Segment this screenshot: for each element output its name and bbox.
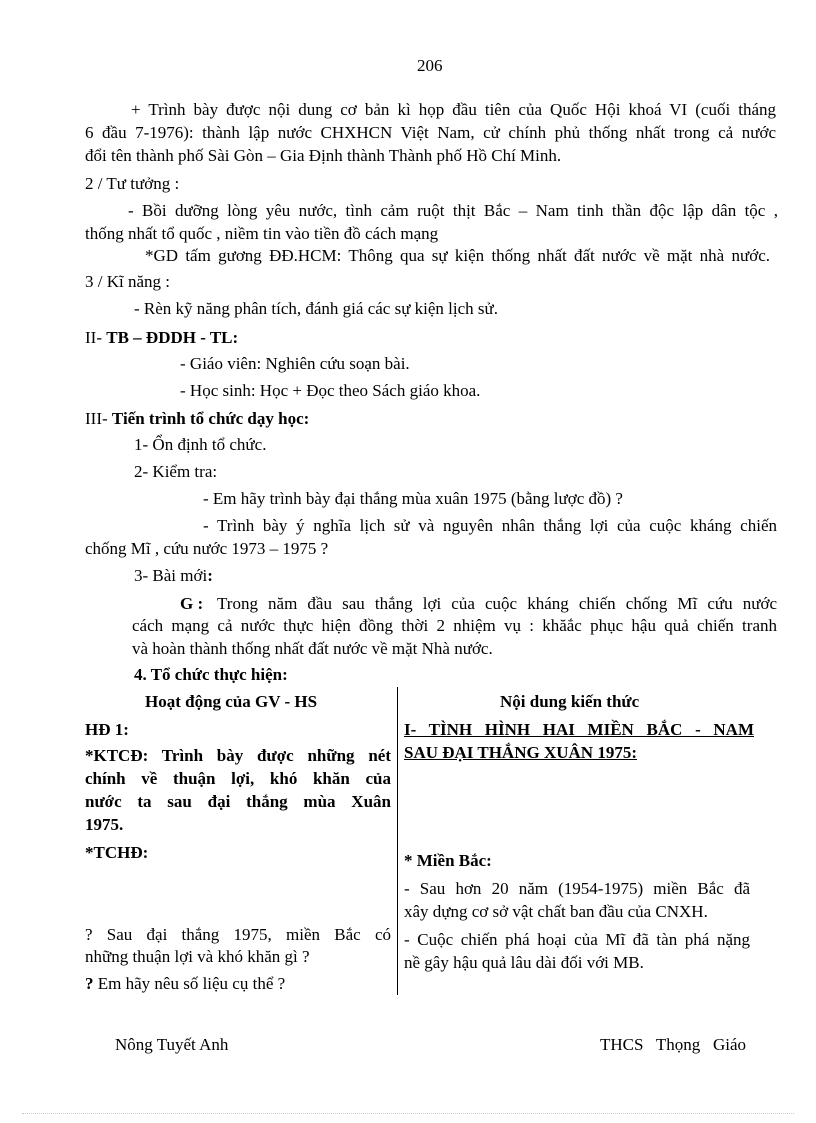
mien-bac-heading: * Miền Bắc: (404, 851, 492, 870)
question-2-mark: ? (85, 974, 94, 993)
bai-moi-line-2: cách mạng cả nước thực hiện đồng thời 2 nhiệm vụ : khăắc phục hậu quả chiến tranh (132, 616, 777, 635)
table-divider (397, 687, 398, 995)
tu-tuong-heading: 2 / Tư tưởng : (85, 174, 180, 193)
section-3-title: Tiến trình tổ chức dạy học: (111, 409, 310, 428)
ktcd-line-2: chính về thuận lợi, khó khăn của (85, 769, 391, 788)
table-header-left: Hoạt động của GV - HS (145, 692, 318, 711)
intro-line-2: 6 đầu 7-1976): thành lập nước CHXHCN Việt Nam, cử chính phủ thống nhất trong cả nước (85, 123, 776, 142)
bai-moi-g-line-1: Trong năm đầu sau thắng lợi của cuộc kháng chiến chống Mĩ cứu nước (217, 594, 777, 613)
section-3-item-2: 2- Kiểm tra: (134, 462, 218, 481)
section-2-gv: - Giáo viên: Nghiên cứu soạn bài. (180, 354, 410, 373)
mien-bac-p2-line-1: - Cuộc chiến phá hoại của Mĩ đã tàn phá nặng (404, 930, 750, 949)
question-1-line-1: ? Sau đại thắng 1975, miền Bắc có (85, 925, 391, 944)
tu-tuong-line-3: *GD tấm gương ĐĐ.HCM: Thông qua sự kiện thống nhất đất nước về mặt nhà nước. (145, 246, 770, 265)
hd1-label: HĐ 1: (85, 720, 129, 739)
section-3-item-1: 1- Ổn định tổ chức. (134, 435, 267, 454)
bai-moi-line-1 (180, 595, 777, 612)
ki-nang-heading: 3 / Kĩ năng : (85, 272, 170, 291)
section-i-title-line-1: I- TÌNH HÌNH HAI MIỀN BẮC - NAM (404, 720, 754, 739)
question-2-text: Em hãy nêu số liệu cụ thể ? (97, 974, 286, 993)
section-3-item-4: 4. Tổ chức thực hiện: (134, 665, 288, 684)
footer-dotted-rule (22, 1113, 794, 1114)
question-2 (85, 975, 285, 992)
kiem-tra-q1: - Em hãy trình bày đại thắng mùa xuân 1975 (bằng lược đồ) ? (203, 489, 623, 508)
section-3-item-3 (134, 567, 213, 584)
table-header-right: Nội dung kiến thức (500, 692, 640, 711)
bai-moi-g-label: G : (180, 594, 204, 613)
page-number: 206 (417, 56, 443, 75)
section-i-title-line-2: SAU ĐẠI THẮNG XUÂN 1975: (404, 743, 637, 762)
ki-nang-line-1: - Rèn kỹ năng phân tích, đánh giá các sự kiện lịch sử. (134, 299, 498, 318)
mien-bac-p2-line-2: nề gây hậu quả lâu dài đối với MB. (404, 953, 644, 972)
footer-author: Nông Tuyết Anh (115, 1035, 229, 1054)
section-2-prefix: II- (85, 328, 102, 347)
tu-tuong-line-2: thống nhất tổ quốc , niềm tin vào tiền đồ cách mạng (85, 224, 439, 243)
tchd-label: *TCHĐ: (85, 843, 149, 862)
section-3-heading (85, 410, 309, 427)
mien-bac-p1-line-2: xây dựng cơ sở vật chất ban đầu của CNXH. (404, 902, 708, 921)
question-1-line-2: những thuận lợi và khó khăn gì ? (85, 947, 310, 966)
intro-line-1: + Trình bày được nội dung cơ bản kì họp đầu tiên của Quốc Hội khoá VI (cuối tháng (131, 100, 776, 119)
section-3-prefix: III- (85, 409, 108, 428)
ktcd-line-3: nước ta sau đại thắng mùa Xuân (85, 792, 391, 811)
section-3-item-3-label: 3- Bài mới (134, 566, 208, 585)
bai-moi-line-3: và hoàn thành thống nhất đất nước về mặt Nhà nước. (132, 639, 493, 658)
ktcd-line-1: *KTCĐ: Trình bày được những nét (85, 746, 391, 765)
kiem-tra-q2-line-2: chống Mĩ , cứu nước 1973 – 1975 ? (85, 539, 329, 558)
section-2-title: TB – ĐDDH - TL: (106, 328, 239, 347)
intro-line-3: đổi tên thành phố Sài Gòn – Gia Định thành Thành phố Hồ Chí Minh. (85, 146, 562, 165)
section-2-heading (85, 329, 238, 346)
mien-bac-p1-line-1: - Sau hơn 20 năm (1954-1975) miền Bắc đã (404, 879, 750, 898)
footer-school: THCS Thọng Giáo (600, 1035, 746, 1054)
kiem-tra-q2-line-1: - Trình bày ý nghĩa lịch sử và nguyên nhân thắng lợi của cuộc kháng chiến (203, 516, 777, 535)
section-2-hs: - Học sinh: Học + Đọc theo Sách giáo khoa. (180, 381, 481, 400)
ktcd-line-4: 1975. (85, 815, 124, 834)
tu-tuong-line-1: - Bồi dưỡng lòng yêu nước, tình cảm ruột thịt Bắc – Nam tinh thần độc lập dân tộc , (128, 201, 778, 220)
section-3-item-3-colon: : (207, 566, 213, 585)
